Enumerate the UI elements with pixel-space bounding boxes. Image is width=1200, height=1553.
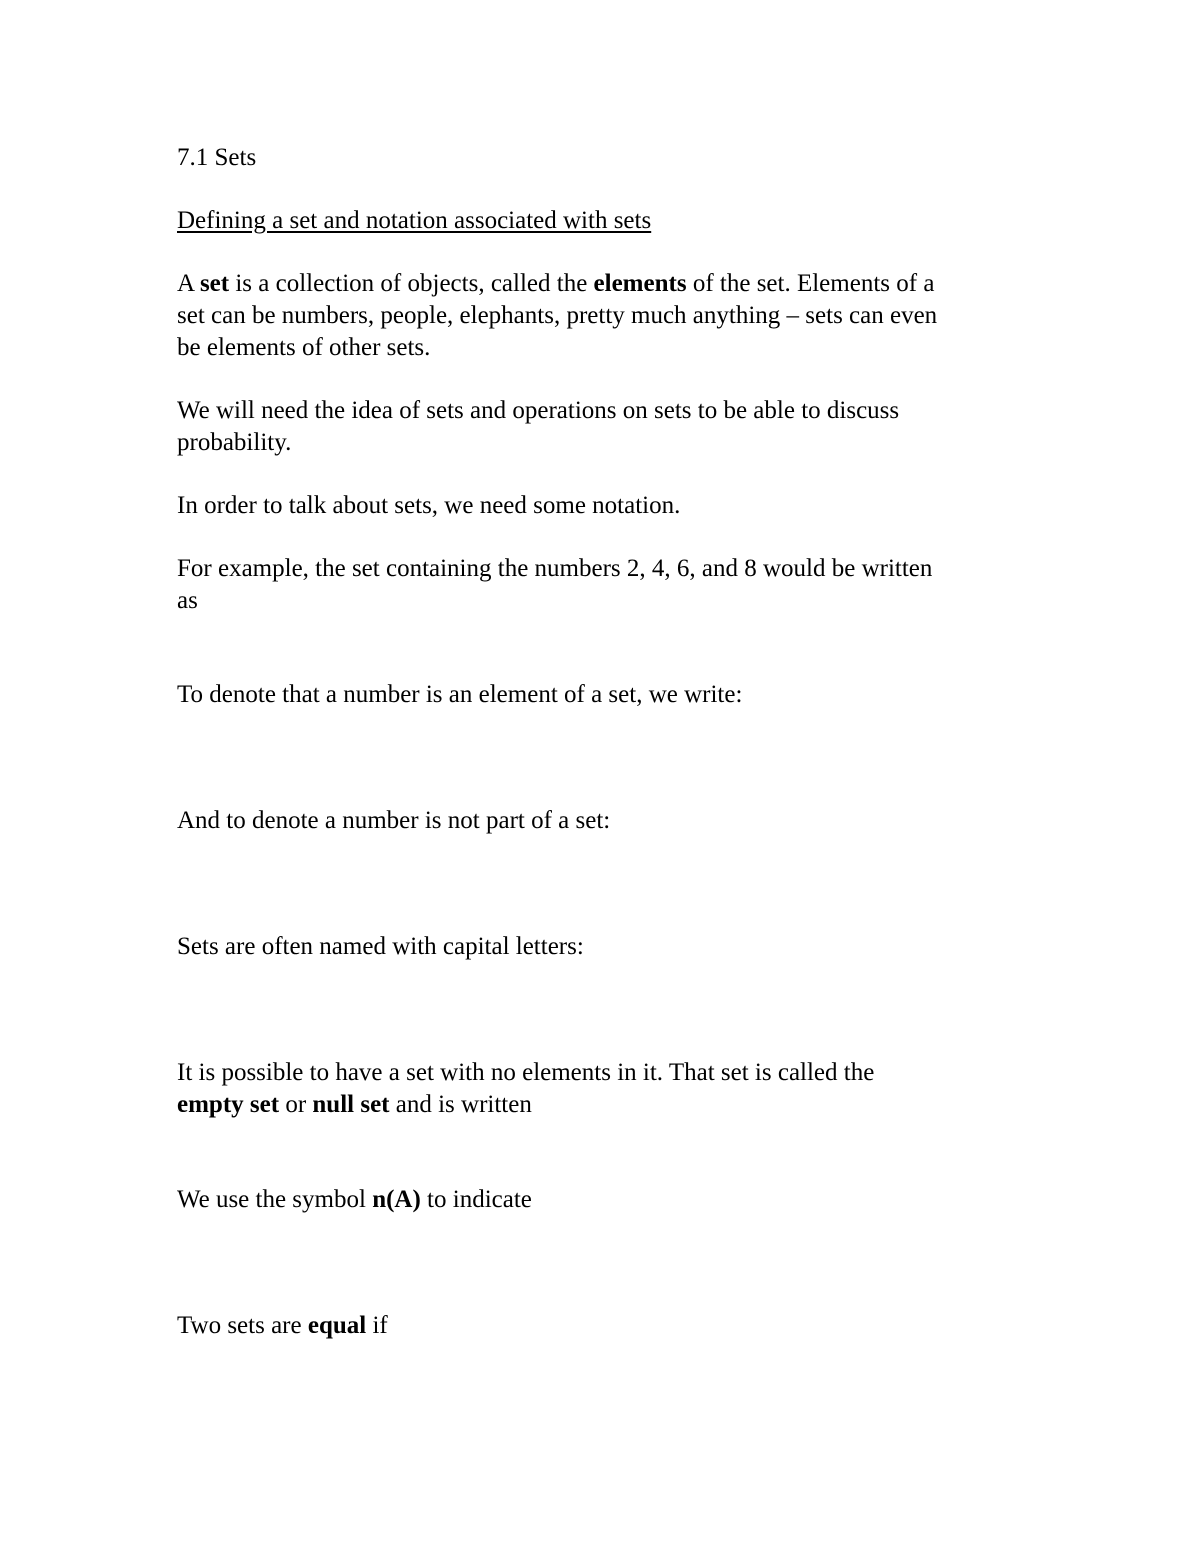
equal-paragraph [177,1310,1037,1342]
term-equal: equal [307,1312,367,1339]
element-paragraph: To denote that a number is an element of a set, we write: [177,681,743,708]
empty-set-line-1: It is possible to have a set with no elements in it. That set is called the [177,1059,875,1086]
term-null-set: null set [312,1091,390,1118]
example-line-2: as [177,587,198,614]
example-line-1: For example, the set containing the numbers 2, 4, 6, and 8 would be written [177,555,933,582]
equal-text-a: Two sets are [177,1312,308,1339]
term-set: set [199,270,230,297]
section-title: 7.1 Sets [177,144,257,171]
probability-line-1: We will need the idea of sets and operations on sets to be able to discuss [177,397,900,424]
term-empty-set: empty set [177,1091,280,1118]
empty-set-or-text: or [279,1091,313,1118]
symbol-text-a: We use the symbol [177,1186,373,1213]
probability-line-2: probability. [177,429,292,456]
notation-paragraph: In order to talk about sets, we need some notation. [177,492,681,519]
definition-text-a: A [177,270,200,297]
symbol-paragraph [177,1184,1037,1216]
definition-line-3: be elements of other sets. [177,334,431,361]
definition-text-c: of the set. Elements of a [686,270,935,297]
term-elements: elements [593,270,687,297]
term-n-of-a: n(A) [372,1186,421,1213]
definition-line-1 [177,268,1037,300]
subsection-title: Defining a set and notation associated with sets [177,207,652,234]
capital-letters-paragraph: Sets are often named with capital letters: [177,933,584,960]
empty-set-line-2 [177,1089,1037,1121]
definition-text-b: is a collection of objects, called the [229,270,594,297]
empty-set-tail-text: and is written [389,1091,532,1118]
not-element-paragraph: And to denote a number is not part of a set: [177,807,611,834]
symbol-text-b: to indicate [420,1186,532,1213]
equal-text-b: if [366,1312,388,1339]
definition-line-2: set can be numbers, people, elephants, pretty much anything – sets can even [177,302,938,329]
